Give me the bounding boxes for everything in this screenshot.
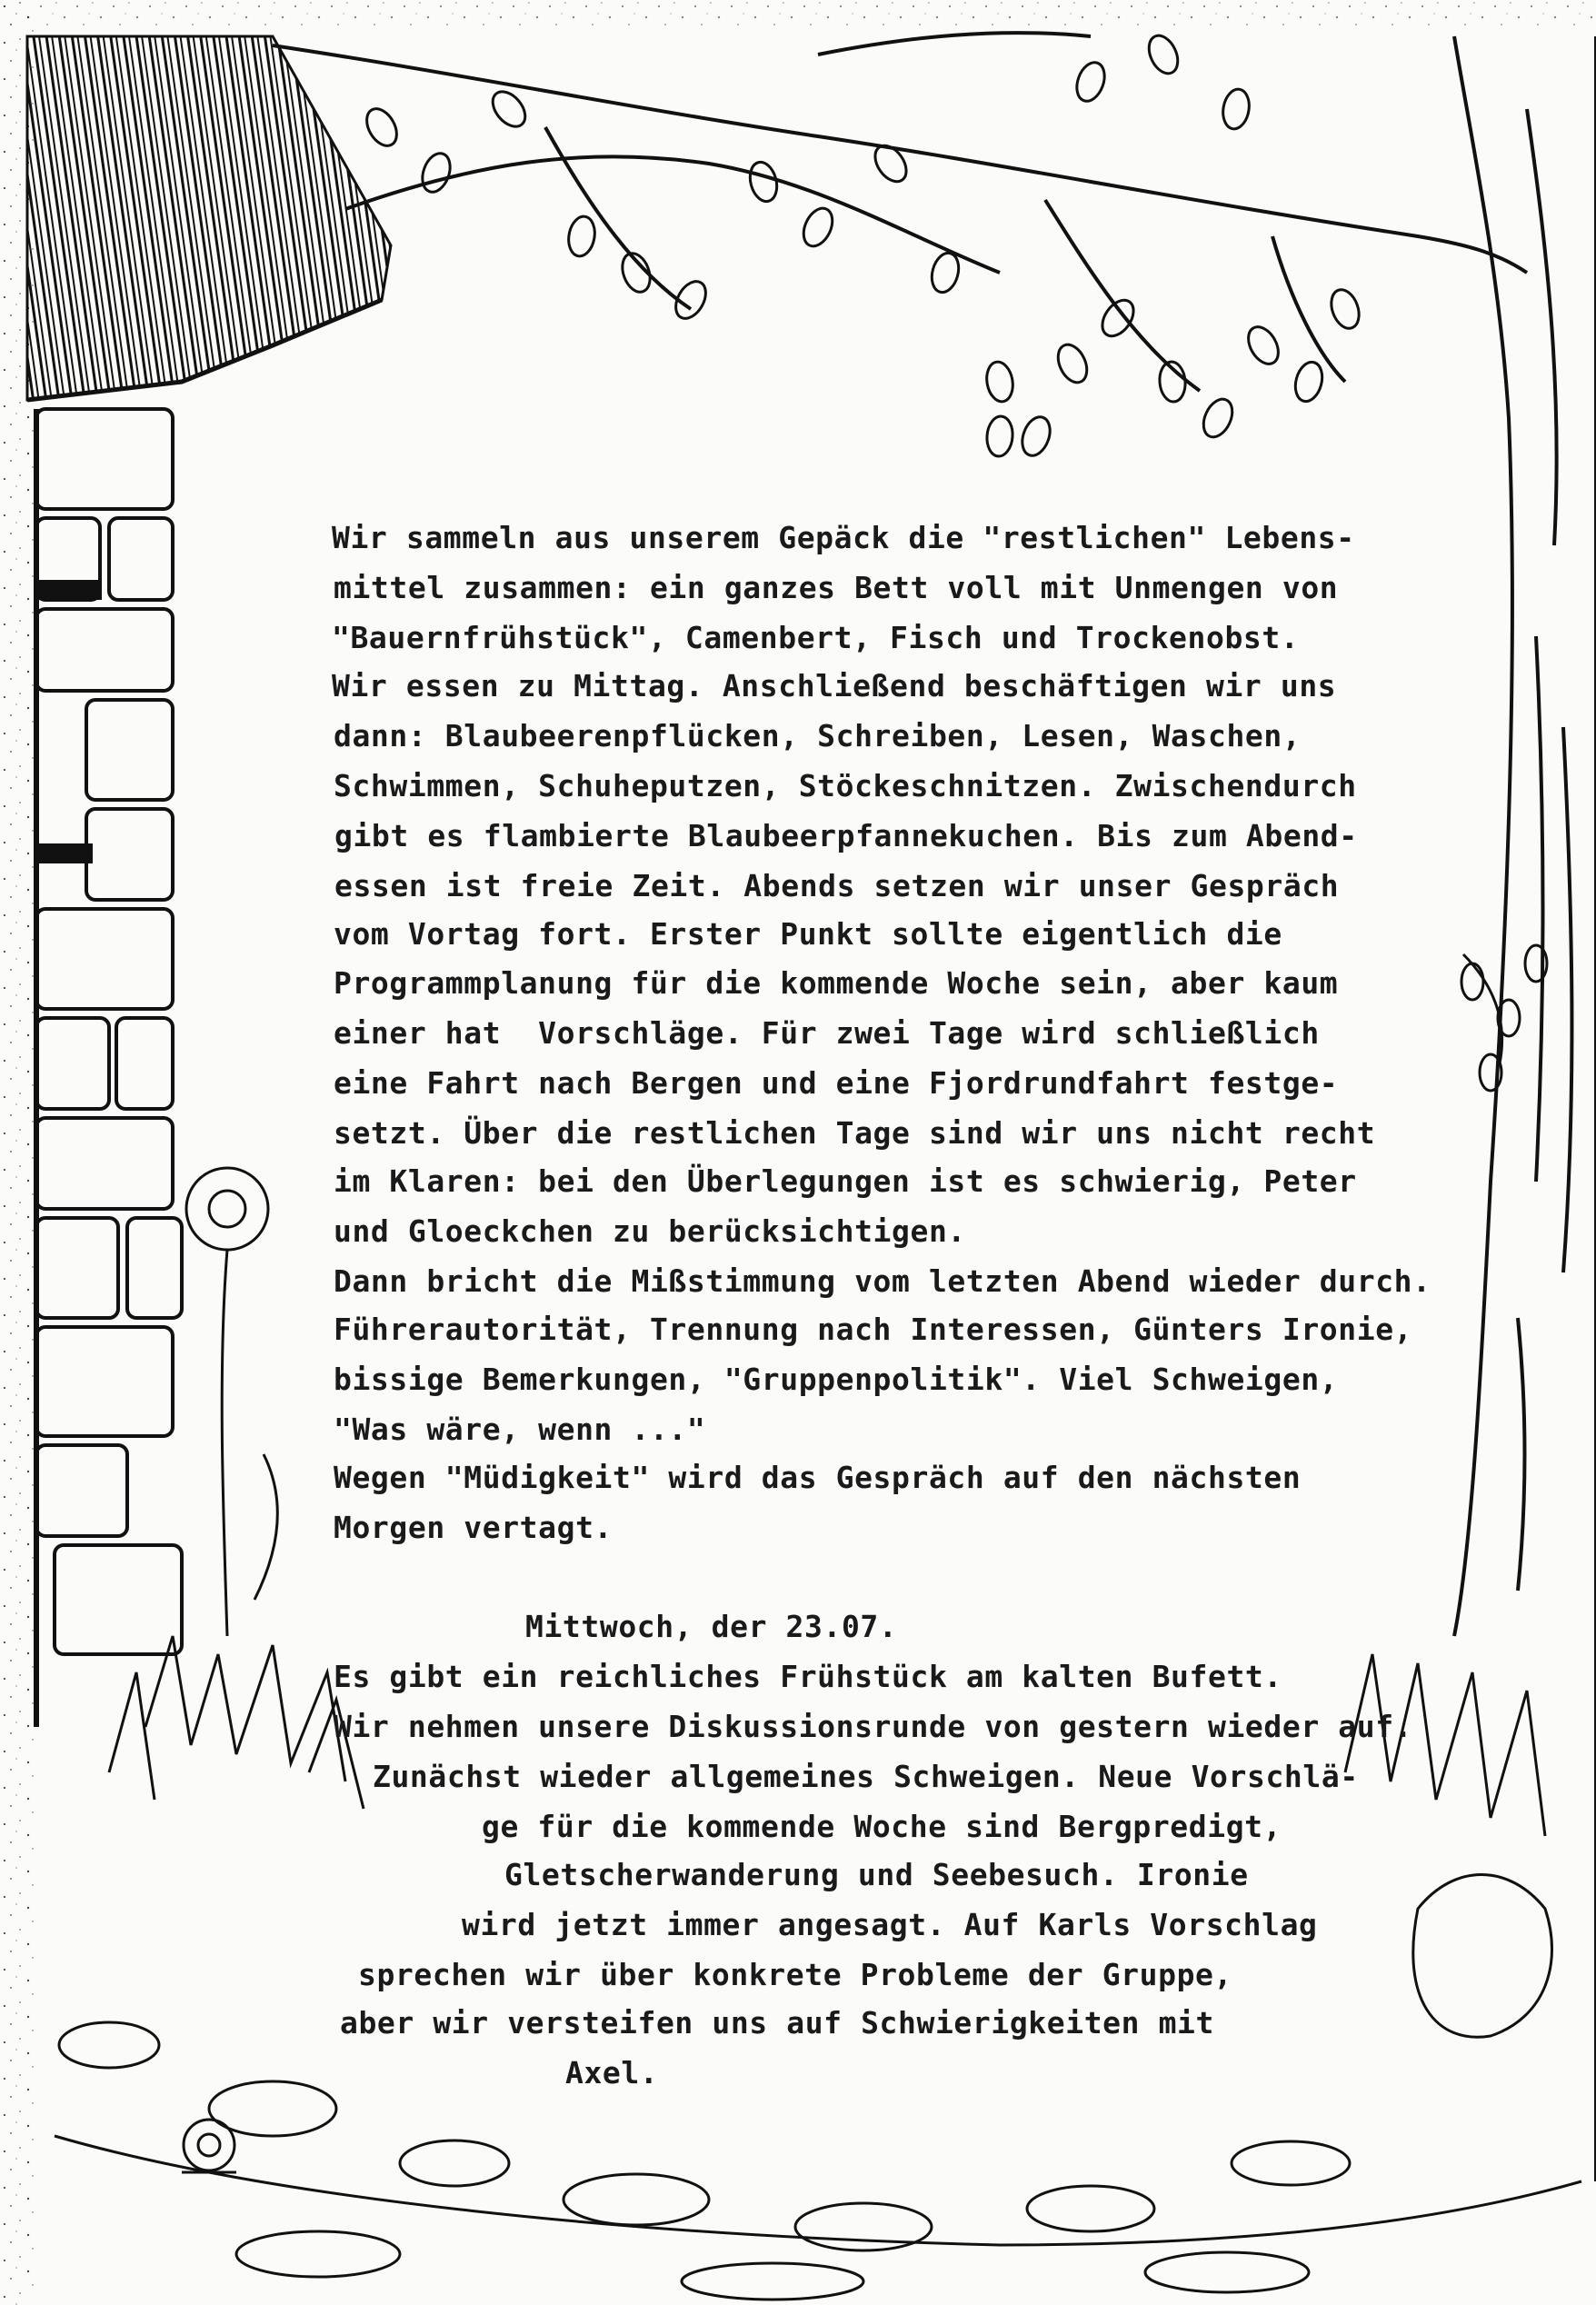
text-line: eine Fahrt nach Bergen und eine Fjordrundfahrt festge- — [334, 1065, 1339, 1101]
text-line: Führerautorität, Trennung nach Interessen, Günters Ironie, — [334, 1312, 1413, 1347]
text-line: essen ist freie Zeit. Abends setzen wir unser Gespräch — [334, 868, 1340, 903]
text-line: Wir essen zu Mittag. Anschließend beschäftigen wir uns — [332, 668, 1337, 703]
text-line: dann: Blaubeerenpflücken, Schreiben, Lesen, Waschen, — [334, 718, 1302, 753]
text-line: setzt. Über die restlichen Tage sind wir uns nicht recht — [334, 1115, 1376, 1151]
text-line: wird jetzt immer angesagt. Auf Karls Vorschlag — [462, 1907, 1318, 1942]
text-line: Wir nehmen unsere Diskussionsrunde von gestern wieder auf. — [334, 1709, 1413, 1744]
text-line: "Bauernfrühstück", Camenbert, Fisch und Trockenobst. — [332, 620, 1300, 655]
text-line: Schwimmen, Schuheputzen, Stöckeschnitzen. Zwischendurch — [334, 768, 1357, 803]
text-line: aber wir versteifen uns auf Schwierigkeiten mit — [340, 2005, 1214, 2041]
text-line: und Gloeckchen zu berücksichtigen. — [334, 1213, 966, 1249]
text-line: Axel. — [565, 2055, 659, 2090]
text-line: bissige Bemerkungen, "Gruppenpolitik". Viel Schweigen, — [334, 1362, 1339, 1397]
text-line: sprechen wir über konkrete Probleme der Gruppe, — [358, 1957, 1232, 1992]
text-line: Zunächst wieder allgemeines Schweigen. Neue Vorschlä- — [373, 1759, 1359, 1794]
text-line: gibt es flambierte Blaubeerpfannekuchen. Bis zum Abend- — [334, 818, 1358, 853]
text-line: Dann bricht die Mißstimmung vom letzten Abend wieder durch. — [334, 1263, 1431, 1299]
text-line: "Was wäre, wenn ..." — [334, 1412, 706, 1447]
entry-date: Mittwoch, der 23.07. — [525, 1609, 898, 1644]
text-line: ge für die kommende Woche sind Bergpredigt, — [482, 1809, 1282, 1844]
text-line: im Klaren: bei den Überlegungen ist es schwierig, Peter — [334, 1163, 1357, 1199]
text-line: einer hat Vorschläge. Für zwei Tage wird schließlich — [334, 1015, 1320, 1051]
text-line: mittel zusammen: ein ganzes Bett voll mit Unmengen von — [334, 570, 1339, 605]
text-line: Gletscherwanderung und Seebesuch. Ironie — [504, 1857, 1249, 1892]
text-line: vom Vortag fort. Erster Punkt sollte eigentlich die — [334, 916, 1282, 952]
text-line: Morgen vertagt. — [334, 1510, 613, 1545]
text-line: Wegen "Müdigkeit" wird das Gespräch auf den nächsten — [334, 1460, 1302, 1495]
text-line: Wir sammeln aus unserem Gepäck die "restlichen" Lebens- — [332, 520, 1355, 555]
text-line: Programmplanung für die kommende Woche sein, aber kaum — [334, 965, 1339, 1001]
text-line: Es gibt ein reichliches Frühstück am kalten Bufett. — [334, 1659, 1282, 1694]
